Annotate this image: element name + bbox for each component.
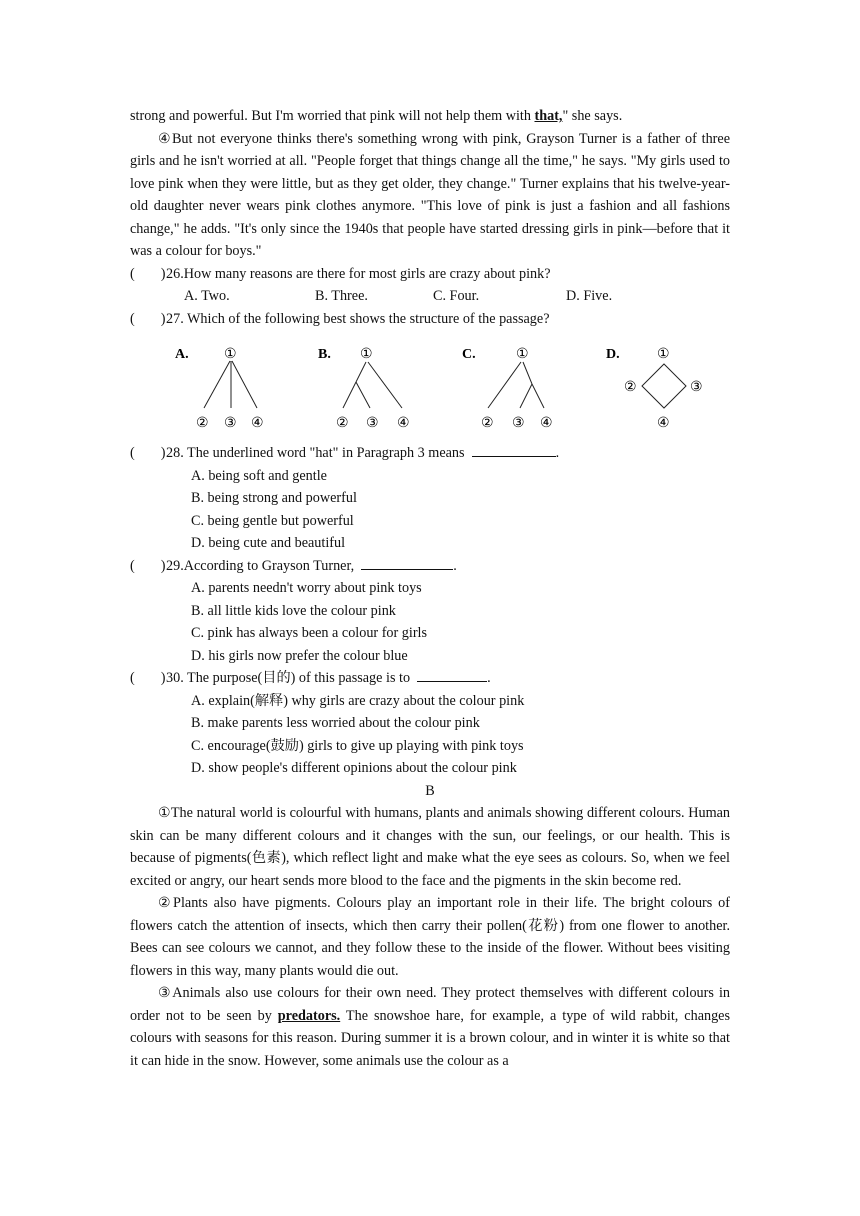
passage-b-paragraph-1: ①The natural world is colourful with humans, plants and animals showing different colours. Human skin can be many different colours and it changes with the sun, our feelings, or our health. This is because of pigments(色素), which reflect light and make what the eye sees as colours. So, when we feel excited or angry, our heart sends more blood to the face and the pigments in the skin become red. <box>130 805 730 889</box>
q26-options <box>184 285 730 308</box>
diagram-d[interactable] <box>606 347 703 431</box>
question-28: ( )28. The underlined word "hat" in Paragraph 3 means . <box>130 442 730 465</box>
node-4: ④ <box>251 416 264 431</box>
node-1: ① <box>224 347 237 362</box>
node-3: ③ <box>366 416 379 431</box>
q30-option-c[interactable]: C. encourage(鼓励) girls to give up playing with pink toys <box>191 737 524 754</box>
answer-blank[interactable] <box>361 555 453 570</box>
node-1: ① <box>360 347 373 362</box>
q28-option-c[interactable]: C. being gentle but powerful <box>191 512 354 529</box>
diagram-label: C. <box>462 347 476 362</box>
question-30: ( )30. The purpose(目的) of this passage is to . <box>130 667 730 690</box>
node-1: ① <box>657 347 670 362</box>
passage-a-paragraph-4: ④But not everyone thinks there's something wrong with pink, Grayson Turner is a father of three girls and he isn't worried at all. "People forget that things change all the time," he says. "My girls used to love pink when they were little, but as they get older, they change." Turner explains that his twelve-year-old daughter never wears pink clothes anymore. "This love of pink is just a fashion and all fashions change," he adds. "It's only since the 1940s that people have started dressing girls in pink—before that it was a colour for boys." <box>130 130 730 259</box>
node-3: ③ <box>512 416 525 431</box>
option-b[interactable]: B. Three. <box>315 288 368 304</box>
q28-option-d[interactable]: D. being cute and beautiful <box>191 535 346 551</box>
question-text: 29.According to Grayson Turner, <box>166 557 355 574</box>
node-3: ③ <box>224 416 237 431</box>
diagram-c[interactable] <box>462 347 553 431</box>
option-c[interactable]: C. Four. <box>433 288 480 304</box>
q29-option-b[interactable]: B. all little kids love the colour pink <box>191 602 396 619</box>
q28-option-b[interactable]: B. being strong and powerful <box>191 490 357 506</box>
node-3: ③ <box>690 380 703 395</box>
q30-option-b[interactable]: B. make parents less worried about the colour pink <box>191 715 480 731</box>
q28-option-a[interactable]: A. being soft and gentle <box>191 467 327 484</box>
diagram-label: B. <box>318 347 331 362</box>
q29-option-a[interactable]: A. parents needn't worry about pink toys <box>191 580 422 596</box>
question-text: 28. The underlined word "hat" in Paragraph 3 means <box>166 445 465 461</box>
question-text: 26.How many reasons are there for most girls are crazy about pink? <box>166 265 551 282</box>
answer-paren[interactable]: ( ) <box>130 670 166 686</box>
node-1: ① <box>516 347 529 362</box>
question-27 <box>130 308 730 331</box>
question-text: 30. The purpose(目的) of this passage is to <box>166 670 411 686</box>
question-29: ( )29.According to Grayson Turner, . <box>130 555 730 578</box>
node-2: ② <box>624 380 637 395</box>
underlined-word: that, <box>534 108 563 124</box>
node-4: ④ <box>657 416 670 431</box>
q30-option-a[interactable]: A. explain(解释) why girls are crazy about the colour pink <box>191 692 525 709</box>
node-4: ④ <box>397 416 410 431</box>
structure-diagrams <box>130 330 730 442</box>
option-a[interactable]: A. Two. <box>184 288 230 304</box>
question-text: 27. Which of the following best shows the structure of the passage? <box>166 310 550 327</box>
passage-b-paragraph-2: ②Plants also have pigments. Colours play an important role in their life. The bright colours of flowers catch the attention of insects, which then carry their pollen(花粉) from one flower to another. Bees can see colours we cannot, and they follow these to the inside of the flower. Without bees visiting flowers in this way, many plants would die out. <box>130 895 730 979</box>
passage-b-heading: B <box>425 782 435 799</box>
answer-paren[interactable]: ( ) <box>130 445 166 461</box>
passage-a-line <box>130 105 730 128</box>
answer-paren[interactable]: ( ) <box>130 265 166 282</box>
q30-option-d[interactable]: D. show people's different opinions about the colour pink <box>191 760 517 776</box>
exam-page <box>130 105 730 1072</box>
question-26 <box>130 263 730 286</box>
diagram-label: A. <box>175 347 189 362</box>
passage-b-paragraph-3: ③Animals also use colours for their own need. They protect themselves with different colours in order not to be seen by predators. The snowshoe hare, for example, a type of wild rabbit, changes colours with seasons for this reason. During summer it is a brown colour, and in winter it is white so that it can hide in the snow. However, some animals use the colour as a <box>130 985 730 1069</box>
diagram-a[interactable] <box>175 347 264 431</box>
node-4: ④ <box>540 416 553 431</box>
answer-blank[interactable] <box>472 442 556 457</box>
text: " she says. <box>562 108 623 124</box>
option-d[interactable]: D. Five. <box>566 288 613 304</box>
text: strong and powerful. But I'm worried that pink will not help them with <box>130 108 535 124</box>
answer-paren[interactable]: ( ) <box>130 557 166 574</box>
node-2: ② <box>336 416 349 431</box>
node-2: ② <box>196 416 209 431</box>
q29-option-d[interactable]: D. his girls now prefer the colour blue <box>191 647 408 664</box>
q29-option-c[interactable]: C. pink has always been a colour for girls <box>191 625 428 641</box>
diagram-b[interactable] <box>318 347 410 431</box>
answer-paren[interactable]: ( ) <box>130 310 166 327</box>
answer-blank[interactable] <box>417 667 487 682</box>
underlined-word: predators. <box>277 1007 341 1024</box>
diagram-label: D. <box>606 347 620 362</box>
node-2: ② <box>481 416 494 431</box>
